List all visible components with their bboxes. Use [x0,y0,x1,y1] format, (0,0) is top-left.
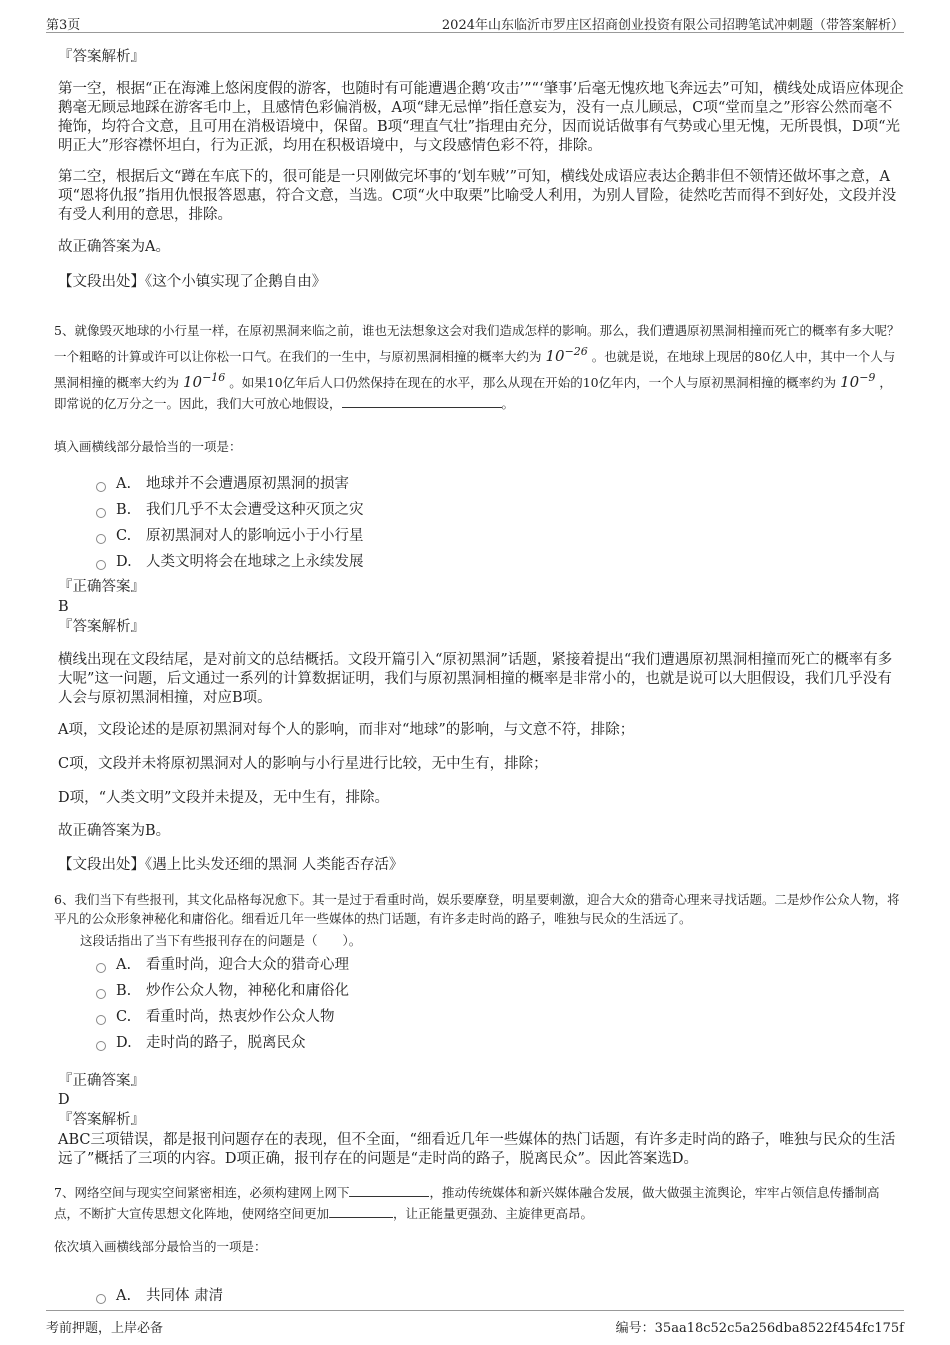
q6-option-a[interactable]: A. 看重时尚，迎合大众的猎奇心理 [96,953,349,974]
q5-analysis-label: 『答案解析』 [58,619,145,635]
radio-icon[interactable] [96,963,106,973]
q5-correct-answer: B [58,599,69,615]
q5-analysis-p4: D项，“人类文明”文段并未提及，无中生有，排除。 [58,790,389,806]
q5-source: 【文段出处】《遇上比头发还细的黑洞 人类能否存活》 [58,857,404,873]
page-number: 第3页 [46,18,81,33]
q5-answer: 故正确答案为B。 [58,823,171,839]
q5-blank [342,395,502,408]
q6-option-c[interactable]: C. 看重时尚，热衷炒作公众人物 [96,1005,335,1026]
q7-option-a[interactable]: A. 共同体 肃清 [96,1284,223,1305]
q5-prompt: 填入画横线部分最恰当的一项是： [54,439,242,454]
q5-option-a[interactable]: A. 地球并不会遭遇原初黑洞的损害 [96,472,349,493]
document-title: 2024年山东临沂市罗庄区招商创业投资有限公司招聘笔试冲刺题（带答案解析） [441,18,904,33]
q5-option-b[interactable]: B. 我们几乎不太会遭受这种灭顶之灾 [96,498,364,519]
q6-analysis: ABC三项错误，都是报刊问题存在的表现，但不全面，“细看近几年一些媒体的热门话题，有许多走时尚的路子，唯独与民众的生活远了”概括了三项的内容。D项正确，报刊存在的问题是“走时尚的路子，脱离民众”。因此答案选D。 [58,1132,896,1167]
radio-icon[interactable] [96,534,106,544]
q4-analysis-p1: 第一空，根据“正在海滩上悠闲度假的游客，也随时有可能遭遇企鹅‘攻击’”“‘肇事’后毫无愧疚地飞奔远去”可知，横线处成语应体现企鹅毫无顾忌地踩在游客毛巾上，且感情色彩偏消极，A项“肆无忌惮”指任意妄为，没有一点儿顾忌，C项“堂而皇之”形容公然而毫不掩饰，均符合文意，且可用在消极语境中，保留。B项“理直气壮”指理由充分，因而说话做事有气势或心里无愧，无所畏惧，D项“光明正大”形容襟怀坦白，行为正派，均用在积极语境中，与文段感情色彩不符，排除。 [58,81,904,154]
q4-analysis-p2: 第二空，根据后文“蹲在车底下的，很可能是一只刚做完坏事的‘划车贼’”可知，横线处成语应表达企鹅非但不领情还做坏事之意，A项“恩将仇报”指用仇恨报答恩惠，符合文意，当选。C项“火中取栗”比喻受人利用，为别人冒险，徒然吃苦而得不到好处，文段并没有受人利用的意思，排除。 [58,169,897,223]
radio-icon[interactable] [96,1041,106,1051]
q7-stem: 7、网络空间与现实空间紧密相连，必须构建网上网下 ，推动传统媒体和新兴媒体融合发展，做大做强主流舆论，牢牢占领信息传播制高点，不断扩大宣传思想文化阵地，使网络空间更加 ，让正能量更强劲、主旋律更高昂。 [54,1185,880,1221]
q5-exp-3: $10^{-9}$ [840,371,876,391]
radio-icon[interactable] [96,1015,106,1025]
radio-icon[interactable] [96,560,106,570]
radio-icon[interactable] [96,508,106,518]
q5-analysis-p1: 横线出现在文段结尾，是对前文的总结概括。文段开篇引入“原初黑洞”话题，紧接着提出“我们遭遇原初黑洞相撞而死亡的概率有多大呢”这一问题，后文通过一系列的计算数据证明，我们与原初黑洞相撞的概率是非常小的，也就是说可以大胆假设，我们几乎没有人会与原初黑洞相撞，对应B项。 [58,652,893,706]
q7-blank-1 [349,1184,429,1197]
q5-exp-2: $10^{-16}$ [183,371,226,391]
q5-option-d[interactable]: D. 人类文明将会在地球之上永续发展 [96,550,364,571]
q6-option-d[interactable]: D. 走时尚的路子，脱离民众 [96,1031,306,1052]
q6-correct-label: 『正确答案』 [58,1073,145,1089]
q4-analysis-label: 『答案解析』 [58,49,145,65]
radio-icon[interactable] [96,989,106,999]
radio-icon[interactable] [96,482,106,492]
radio-icon[interactable] [96,1294,106,1304]
q5-analysis-p3: C项，文段并未将原初黑洞对人的影响与小行星进行比较，无中生有，排除； [58,756,548,772]
q5-correct-label: 『正确答案』 [58,579,145,595]
page-header [46,8,904,33]
q6-correct-answer: D [58,1092,70,1108]
q5-exp-1: $10^{-26}$ [545,345,588,365]
q7-prompt: 依次填入画横线部分最恰当的一项是： [54,1239,267,1254]
q5-analysis-p2: A项，文段论述的是原初黑洞对每个人的影响，而非对“地球”的影响，与文意不符，排除； [58,722,635,738]
q5-option-c[interactable]: C. 原初黑洞对人的影响远小于小行星 [96,524,364,545]
q6-option-b[interactable]: B. 炒作公众人物，神秘化和庸俗化 [96,979,349,1000]
footer-slogan: 考前押题，上岸必备 [46,1321,164,1336]
q6-question: 这段话指出了当下有些报刊存在的问题是（ ）。 [80,933,362,948]
q5-stem: 5、就像毁灭地球的小行星一样，在原初黑洞来临之前，谁也无法想象这会对我们造成怎样的影响。那么，我们遭遇原初黑洞相撞而死亡的概率有多大呢？一个粗略的计算或许可以让你松一口气。在我们的一生中，与原初黑洞相撞的概率大约为 $10^{-26}$ 。也就是说，在地球上现居的80亿人中，其中一个人与黑洞相撞的概率大约为 $10^{-16}$ 。如果10亿年后人口仍然保持在现在的水平，那么从现在开始的10亿年内，一个人与原初黑洞相撞的概率约为 $10^{-9}$ ，即常说的亿万分之一。因此，我们大可放心地假设， 。 [54,323,900,411]
q6-stem: 6、我们当下有些报刊，其文化品格每况愈下。其一是过于看重时尚，娱乐要摩登，明星要刺激，迎合大众的猎奇心理来寻找话题。二是炒作公众人物，将平凡的公众形象神秘化和庸俗化。细看近几年一些媒体的热门话题，有许多走时尚的路子，唯独与民众的生活远了。 [54,892,900,926]
q4-answer: 故正确答案为A。 [58,239,170,255]
document-code: 编号：35aa18c52c5a256dba8522f454fc175f [615,1321,904,1336]
q7-blank-2 [329,1205,393,1218]
q4-source: 【文段出处】《这个小镇实现了企鹅自由》 [58,274,327,290]
q6-analysis-label: 『答案解析』 [58,1112,145,1128]
page-footer [46,1310,904,1337]
